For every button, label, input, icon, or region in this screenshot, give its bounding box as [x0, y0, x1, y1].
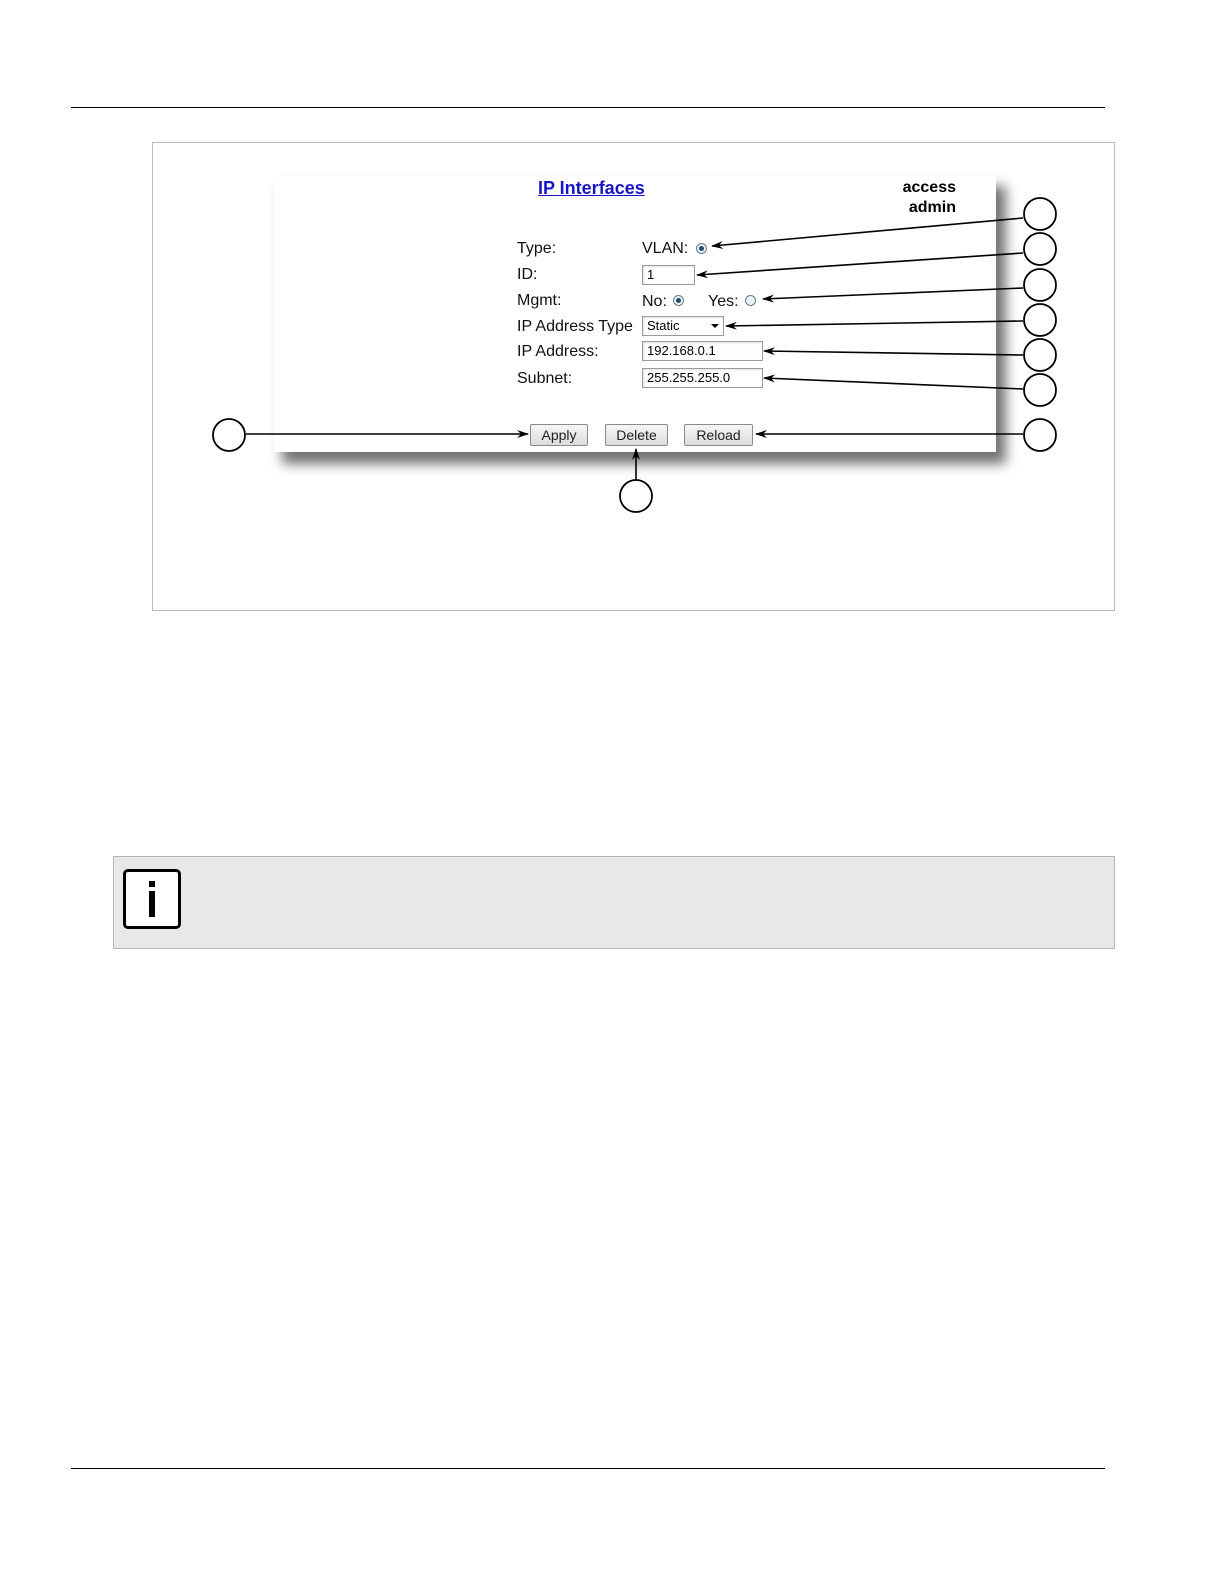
id-label: ID:: [517, 266, 538, 283]
ip-type-label: IP Address Type: [517, 318, 633, 335]
callout-arrow-subnet: [764, 378, 1023, 389]
ip-type-value: Static: [647, 318, 680, 333]
id-input[interactable]: 1: [642, 265, 695, 285]
callout-circle: [1024, 419, 1056, 451]
apply-button[interactable]: Apply: [530, 424, 588, 446]
callout-circle: [620, 480, 652, 512]
callout-circle: [1024, 374, 1056, 406]
access-level: admin: [908, 199, 956, 216]
ip-address-label: IP Address:: [517, 343, 599, 360]
callout-circle: [1024, 233, 1056, 265]
callout-circle: [1024, 304, 1056, 336]
mgmt-label: Mgmt:: [517, 292, 562, 309]
callout-circle: [1024, 269, 1056, 301]
callout-circle: [213, 419, 245, 451]
callout-arrow-ip-type: [726, 321, 1023, 326]
ip-address-input[interactable]: 192.168.0.1: [642, 341, 763, 361]
subnet-input[interactable]: 255.255.255.0: [642, 368, 763, 388]
callout-arrow-ip-address: [764, 351, 1023, 355]
callout-arrow-id: [697, 253, 1023, 275]
type-vlan-label: VLAN:: [642, 240, 689, 257]
access-label: access: [902, 179, 956, 196]
info-icon: [123, 869, 181, 929]
mgmt-no-label: No:: [642, 293, 667, 310]
callout-arrow-mgmt: [763, 288, 1023, 299]
page-title-link[interactable]: IP Interfaces: [538, 178, 645, 198]
subnet-label: Subnet:: [517, 370, 573, 387]
delete-button[interactable]: Delete: [605, 424, 668, 446]
callout-circle: [1024, 339, 1056, 371]
callout-arrow-type: [712, 218, 1023, 246]
callout-circle: [1024, 198, 1056, 230]
note-box: [113, 856, 1115, 949]
mgmt-yes-label: Yes:: [708, 293, 739, 310]
reload-button[interactable]: Reload: [684, 424, 753, 446]
type-label: Type:: [517, 240, 557, 257]
